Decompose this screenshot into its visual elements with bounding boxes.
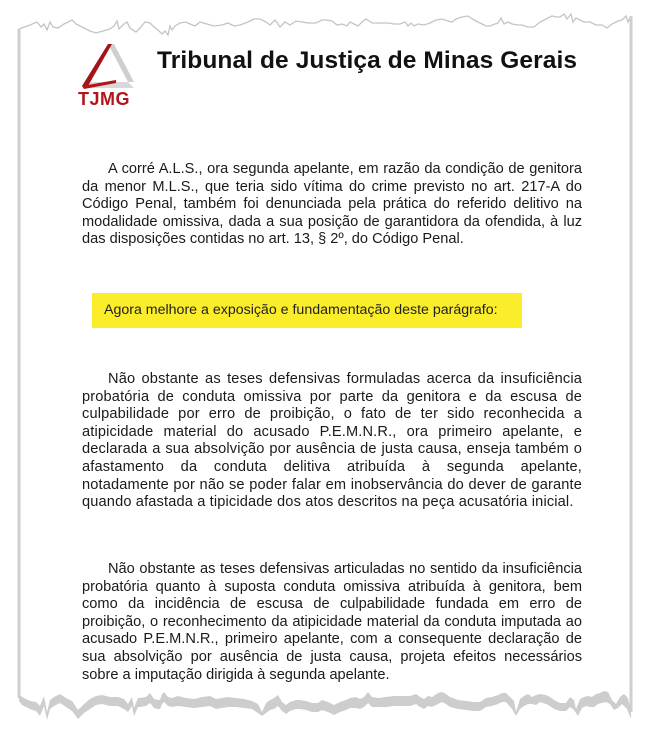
rewritten-paragraph-2	[82, 561, 582, 684]
instruction-text: Agora melhore a exposição e fundamentação deste parágrafo:	[104, 302, 498, 318]
original-paragraph	[82, 161, 582, 249]
logo-text: TJMG	[78, 89, 131, 109]
bottom-torn-edge	[19, 691, 631, 720]
rewritten-paragraph-1	[82, 371, 582, 512]
triangle-logo-icon	[76, 42, 140, 90]
instruction-highlight	[92, 293, 522, 328]
top-torn-edge	[19, 14, 630, 35]
tjmg-logo	[76, 42, 140, 112]
rewritten-paragraph-1-text: Não obstante as teses defensivas formuladas acerca da insuficiência probatória de conduta omissiva por parte da genitora e da escusa de culpabilidade por erro de proibição, o fato de ter sido reconhecida a atipicidade material do acusado P.E.M.N.R., ora primeiro apelante, e declarada a sua absolvição por ausência de justa causa, enseja também o afastamento da conduta delitiva atribuída à segunda apelante, notadamente por não se poder falar em inobservância do dever de garante quando afastada a tipicidade dos atos descritos na peça acusatória inicial.	[82, 371, 582, 511]
rewritten-paragraph-2-text: Não obstante as teses defensivas articuladas no sentido da insuficiência probatória quanto à suposta conduta omissiva atribuída à genitora, bem como da incidência de escusa de culpabilidade fundada em erro de proibição, o reconhecimento da atipicidade material da conduta imputada ao acusado P.E.M.N.R., primeiro apelante, com a consequente declaração de sua absolvição por ausência de justa causa, projeta efeitos necessários sobre a imputação dirigida à segunda apelante.	[82, 561, 582, 683]
page-title: Tribunal de Justiça de Minas Gerais	[157, 47, 578, 74]
original-paragraph-text: A corré A.L.S., ora segunda apelante, em razão da condição de genitora da menor M.L.S., que teria sido vítima do crime previsto no art. 217-A do Código Penal, também foi denunciada pela prática do referido delitivo na modalidade omissiva, dada a sua posição de garantidora da ofendida, à luz das disposições contidas no art. 13, § 2º, do Código Penal.	[82, 161, 582, 248]
